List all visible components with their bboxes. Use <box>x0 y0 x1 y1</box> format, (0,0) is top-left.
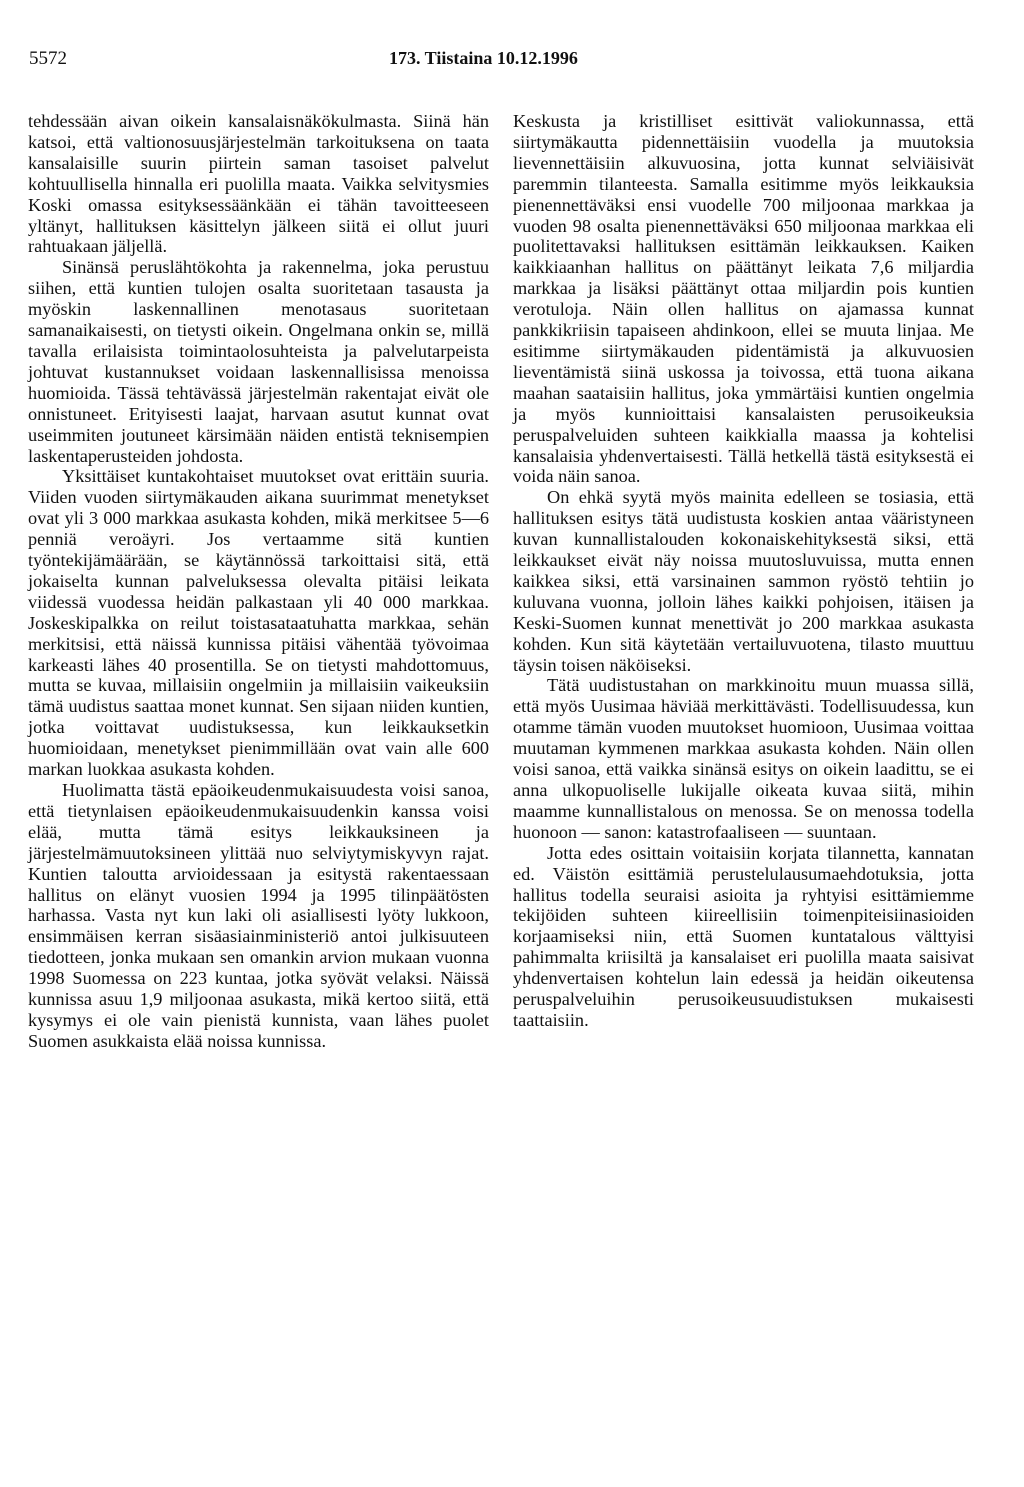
page-header <box>29 48 985 74</box>
left-column <box>28 111 489 1052</box>
paragraph: On ehkä syytä myös mainita edelleen se tosiasia, että hallituksen esitys tätä uudistusta koskien antaa vääristyneen kuvan kunnallistalouden kokonaiskehityksestä siksi, että leikkaukset eivät näy noissa muutosluvuissa, mutta ennen kaikkea siksi, että varsinainen sammon ryöstö tehtiin jo kuluvana vuonna, jolloin lähes kaikki pohjoisen, itäisen ja Keski-Suomen kunnat menettivät jo 200 markkaa asukasta kohden. Kun sitä käytetään vertailuvuotena, tilasto muuttuu täysin toisen näköiseksi. <box>513 487 974 675</box>
paragraph: Tätä uudistustahan on markkinoitu muun muassa sillä, että myös Uusimaa häviää merkittävästi. Todellisuudessa, kun otamme tämän vuoden muutokset huomioon, Uusimaa voittaa muutaman kymmenen markkaa asukasta kohden. Näin ollen voisi sanoa, että vaikka sinänsä esitys on oikein laadittu, se ei anna ulkopuoliselle lukijalle oikeata kuvaa siitä, mihin maamme kunnallistalous on menossa. Se on menossa todella huonoon — sanon: katastrofaaliseen — suuntaan. <box>513 675 974 842</box>
paragraph: Huolimatta tästä epäoikeudenmukaisuudesta voisi sanoa, että tietynlaisen epäoikeudenmukaisuudenkin kanssa voisi elää, mutta tämä esitys leikkauksineen ja järjestelmämuutoksineen ylittää nuo selviytymiskyvyn rajat. Kuntien taloutta arvioidessaan ja esitystä rakentaessaan hallitus on elänyt vuosien 1994 ja 1995 tilinpäätösten harhassa. Vasta nyt kun laki oli asiallisesti lyöty lukkoon, ensimmäisen kerran sisäasiainministeriö antoi julkisuuteen tiedotteen, jonka mukaan sen omankin arvion mukaan vuonna 1998 Suomessa on 223 kuntaa, jotka syövät velaksi. Näissä kunnissa asuu 1,9 miljoonaa asukasta, mikä kertoo siitä, että kysymys ei ole vain pienistä kunnista, vaan lähes puolet Suomen asukkaista elää noissa kunnissa. <box>28 780 489 1051</box>
paragraph: tehdessään aivan oikein kansalaisnäkökulmasta. Siinä hän katsoi, että valtionosuusjärjestelmän tarkoituksena on taata kansalaisille suurin piirtein saman tasoiset palvelut kohtuullisella hinnalla eri puolilla maata. Vaikka selvitysmies Koski omassa esityksessäänkään ei tähän tavoitteeseen yltänyt, hallituksen käsittelyn jälkeen siitä ei ollut juuri rahtuakaan jäljellä. <box>28 111 489 257</box>
paragraph: Jotta edes osittain voitaisiin korjata tilannetta, kannatan ed. Väistön esittämiä perustelulausumaehdotuksia, jotta hallitus todella seuraisi asioita ja ryhtyisi esittämiemme tekijöiden suhteen kiireellisiin toimenpiteisiinasioiden korjaamiseksi niin, että Suomen kuntatalous välttyisi pahimmalta kriisiltä ja kansalaiset eri puolilla maata saisivat yhdenvertaisen kohtelun lain edessä ja heidän oikeutensa peruspalveluihin perusoikeusuudistuksen mukaisesti taattaisiin. <box>513 842 974 1030</box>
paragraph: Yksittäiset kuntakohtaiset muutokset ovat erittäin suuria. Viiden vuoden siirtymäkauden aikana suurimmat menetykset ovat yli 3 000 markkaa asukasta kohden, mikä merkitsee 5—6 penniä veroäyri. Jos vertaamme sitä kuntien työntekijämäärään, se käytännössä tarkoittaisi sitä, että jokaiselta kunnan palveluksessa olevalta pitäisi leikata viidessä vuodessa heidän palkastaan yli 40 000 markkaa. Joskeskipalkka on reilut toistasataatuhatta markkaa, sehän merkitsisi, että näissä kunnissa pitäisi vähentää työvoimaa karkeasti lähes 40 prosentilla. Se on tietysti mahdottomuus, mutta se kuvaa, millaisiin ongelmiin ja millaisiin vaikeuksiin tämä uudistus saattaa monet kunnat. Sen sijaan niiden kuntien, jotka voittavat uudistuksessa, kun leikkauksetkin huomioidaan, menetykset pienimmillään ovat vain alle 600 markan luokkaa asukasta kohden. <box>28 466 489 780</box>
session-title: 173. Tiistaina 10.12.1996 <box>389 48 578 68</box>
page-number: 5572 <box>29 48 67 69</box>
right-column <box>513 111 974 1031</box>
paragraph: Sinänsä peruslähtökohta ja rakennelma, joka perustuu siihen, että kuntien tulojen osalta suoritetaan tasausta ja myöskin laskennallinen menotasaus suoritetaan samanaikaisesti, on tietysti oikein. Ongelmana onkin se, millä tavalla erilaisista toimintaolosuhteista ja palvelutarpeista johtuvat kustannukset voidaan laskennallisissa menoissa huomioida. Tässä tehtävässä järjestelmän rakentajat eivät ole onnistuneet. Erityisesti laajat, harvaan asutut kunnat ovat useimmiten joutuneet kärsimään näiden entistä teknisempien laskentaperusteiden johdosta. <box>28 257 489 466</box>
paragraph: Keskusta ja kristilliset esittivät valiokunnassa, että siirtymäkautta pidennettäisiin vuodella ja muutoksia lievennettäisiin alkuvuosina, jotta kunnat selviäisivät paremmin tilanteesta. Samalla esitimme myös leikkauksia pienennettäväksi ensi vuodelle 700 miljoonaa markkaa ja vuoden 98 osalta pienennettäväksi 650 miljoonaa markkaa eli puolitettavaksi hallituksen esittämän leikkauksen. Kaiken kaikkiaanhan hallitus on päättänyt leikata 7,6 miljardia markkaa ja lisäksi päättänyt ottaa miljardin pois kuntien verotuloja. Näin ollen hallitus on ajamassa kunnat pankkikriisin tapaiseen ahdinkoon, ellei se muuta linjaa. Me esitimme siirtymäkauden pidentämistä ja alkuvuosien lieventämistä siinä uskossa ja toivossa, että tuona aikana maahan saataisiin hallitus, joka ymmärtäisi kuntien ongelmia ja myös kunnioittaisi kansalaisten perusoikeuksia peruspalveluiden suhteen kaikkialla maassa ja kohtelisi kansalaisia yhdenvertaisesti. Tällä hetkellä tästä esityksestä ei voida näin sanoa. <box>513 111 974 487</box>
